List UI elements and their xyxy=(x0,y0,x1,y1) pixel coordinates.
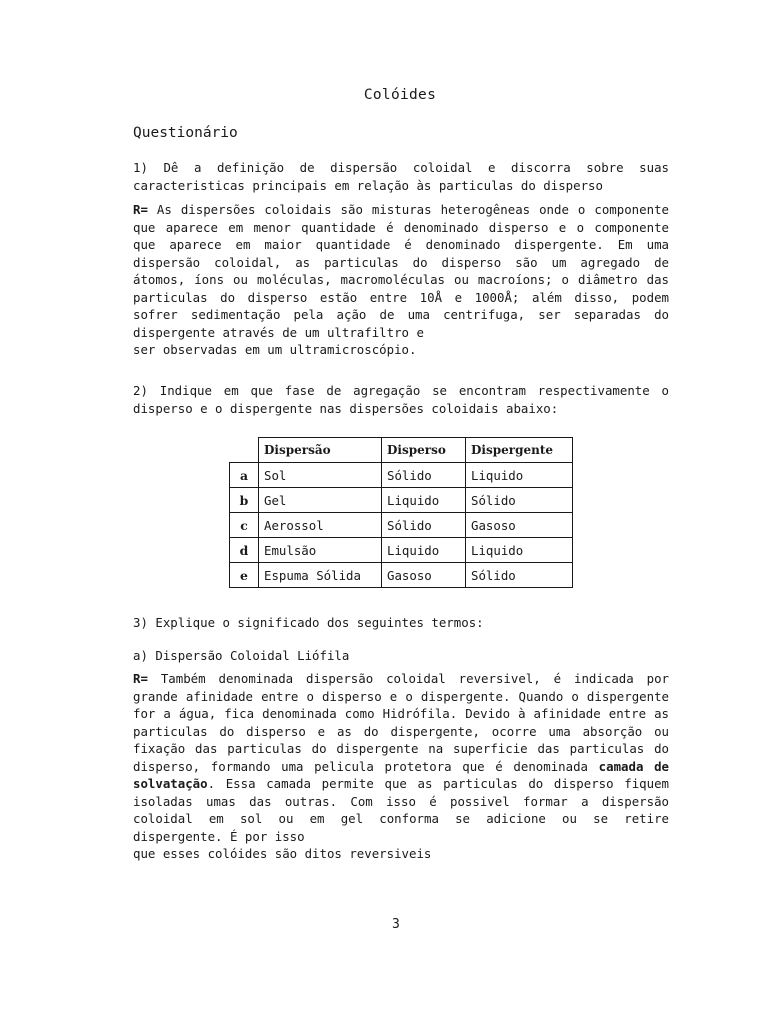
table-header-row xyxy=(230,438,573,463)
row-label: a xyxy=(230,463,259,488)
answer-1-last-line: ser observadas em um ultramicroscópio. xyxy=(133,342,417,357)
table-header-cell: Dispergente xyxy=(466,438,573,463)
row-label: e xyxy=(230,563,259,588)
answer-1-body: As dispersões coloidais são misturas heterogêneas onde o componente que aparece em menor quantidade é denominado disperso e o componente que aparece em maior quantidade é denominado dispergente. Em uma dispersão coloidal, as particulas do disperso são um agregado de átomos, íons ou moléculas, macromoléculas ou macroíons; o diâmetro das particulas do disperso estão entre 10Å e 1000Å; além disso, podem sofrer sedimentação pela ação de uma centrifuga, ser separadas do dispergente através de um ultrafiltro e xyxy=(133,202,669,340)
row-label: c xyxy=(230,513,259,538)
table-cell: Sólido xyxy=(382,463,466,488)
answer-3-body-start: Também denominada dispersão coloidal reversivel, é indicada por grande afinidade entre o disperso e o dispergente. Quando o dispergente for a água, fica denominada como Hidrófila. Devido à afinidade entre as particulas do disperso e as do dispergente, ocorre uma absorção ou fixação das particulas do dispergente na superficie das particulas do disperso, formando uma pelicula protetora que é denominada xyxy=(133,671,669,774)
table-cell: Sólido xyxy=(466,563,573,588)
table-header-cell: Disperso xyxy=(382,438,466,463)
section-heading: Questionário xyxy=(133,125,238,141)
table-cell: Gasoso xyxy=(382,563,466,588)
table-cell: Sólido xyxy=(466,488,573,513)
table-cell: Liquido xyxy=(466,538,573,563)
table-cell: Aerossol xyxy=(259,513,382,538)
table-cell: Gel xyxy=(259,488,382,513)
question-3: 3) Explique o significado dos seguintes termos: xyxy=(133,615,484,630)
answer-1-prefix: R= xyxy=(133,202,148,217)
table-cell: Sol xyxy=(259,463,382,488)
question-3-item-a: a) Dispersão Coloidal Liófila xyxy=(133,648,350,663)
answer-3-body-end: . Essa camada permite que as particulas do disperso fiquem isoladas umas das outras. Com isso é possivel formar a dispersão coloidal em sol ou em gel conforma se adicione ou se retire dispergente. É por isso xyxy=(133,776,669,844)
table-cell: Liquido xyxy=(382,488,466,513)
row-label: d xyxy=(230,538,259,563)
table-row xyxy=(230,488,573,513)
question-1: 1) Dê a definição de dispersão coloidal e discorra sobre suas caracteristicas principais em relação às particulas do disperso xyxy=(133,160,669,193)
table-cell: Liquido xyxy=(382,538,466,563)
dispersion-table xyxy=(229,437,573,588)
table-row xyxy=(230,463,573,488)
table-header-cell: Dispersão xyxy=(259,438,382,463)
table-corner-cell xyxy=(230,438,259,463)
answer-3-prefix: R= xyxy=(133,671,148,686)
answer-1 xyxy=(133,201,669,359)
page-number: 3 xyxy=(392,917,400,932)
row-label: b xyxy=(230,488,259,513)
question-2: 2) Indique em que fase de agregação se encontram respectivamente o disperso e o dispergente nas dispersões coloidais abaixo: xyxy=(133,383,669,416)
table-row xyxy=(230,513,573,538)
table-cell: Emulsão xyxy=(259,538,382,563)
table-cell: Espuma Sólida xyxy=(259,563,382,588)
table-row xyxy=(230,563,573,588)
table-cell: Sólido xyxy=(382,513,466,538)
answer-3 xyxy=(133,670,669,863)
table-cell: Gasoso xyxy=(466,513,573,538)
page-title: Colóides xyxy=(363,87,437,103)
answer-3-last-line: que esses colóides são ditos reversiveis xyxy=(133,846,432,861)
answer-3-bold-term: camada de solvatação xyxy=(133,758,669,791)
table-row xyxy=(230,538,573,563)
table-cell: Liquido xyxy=(466,463,573,488)
